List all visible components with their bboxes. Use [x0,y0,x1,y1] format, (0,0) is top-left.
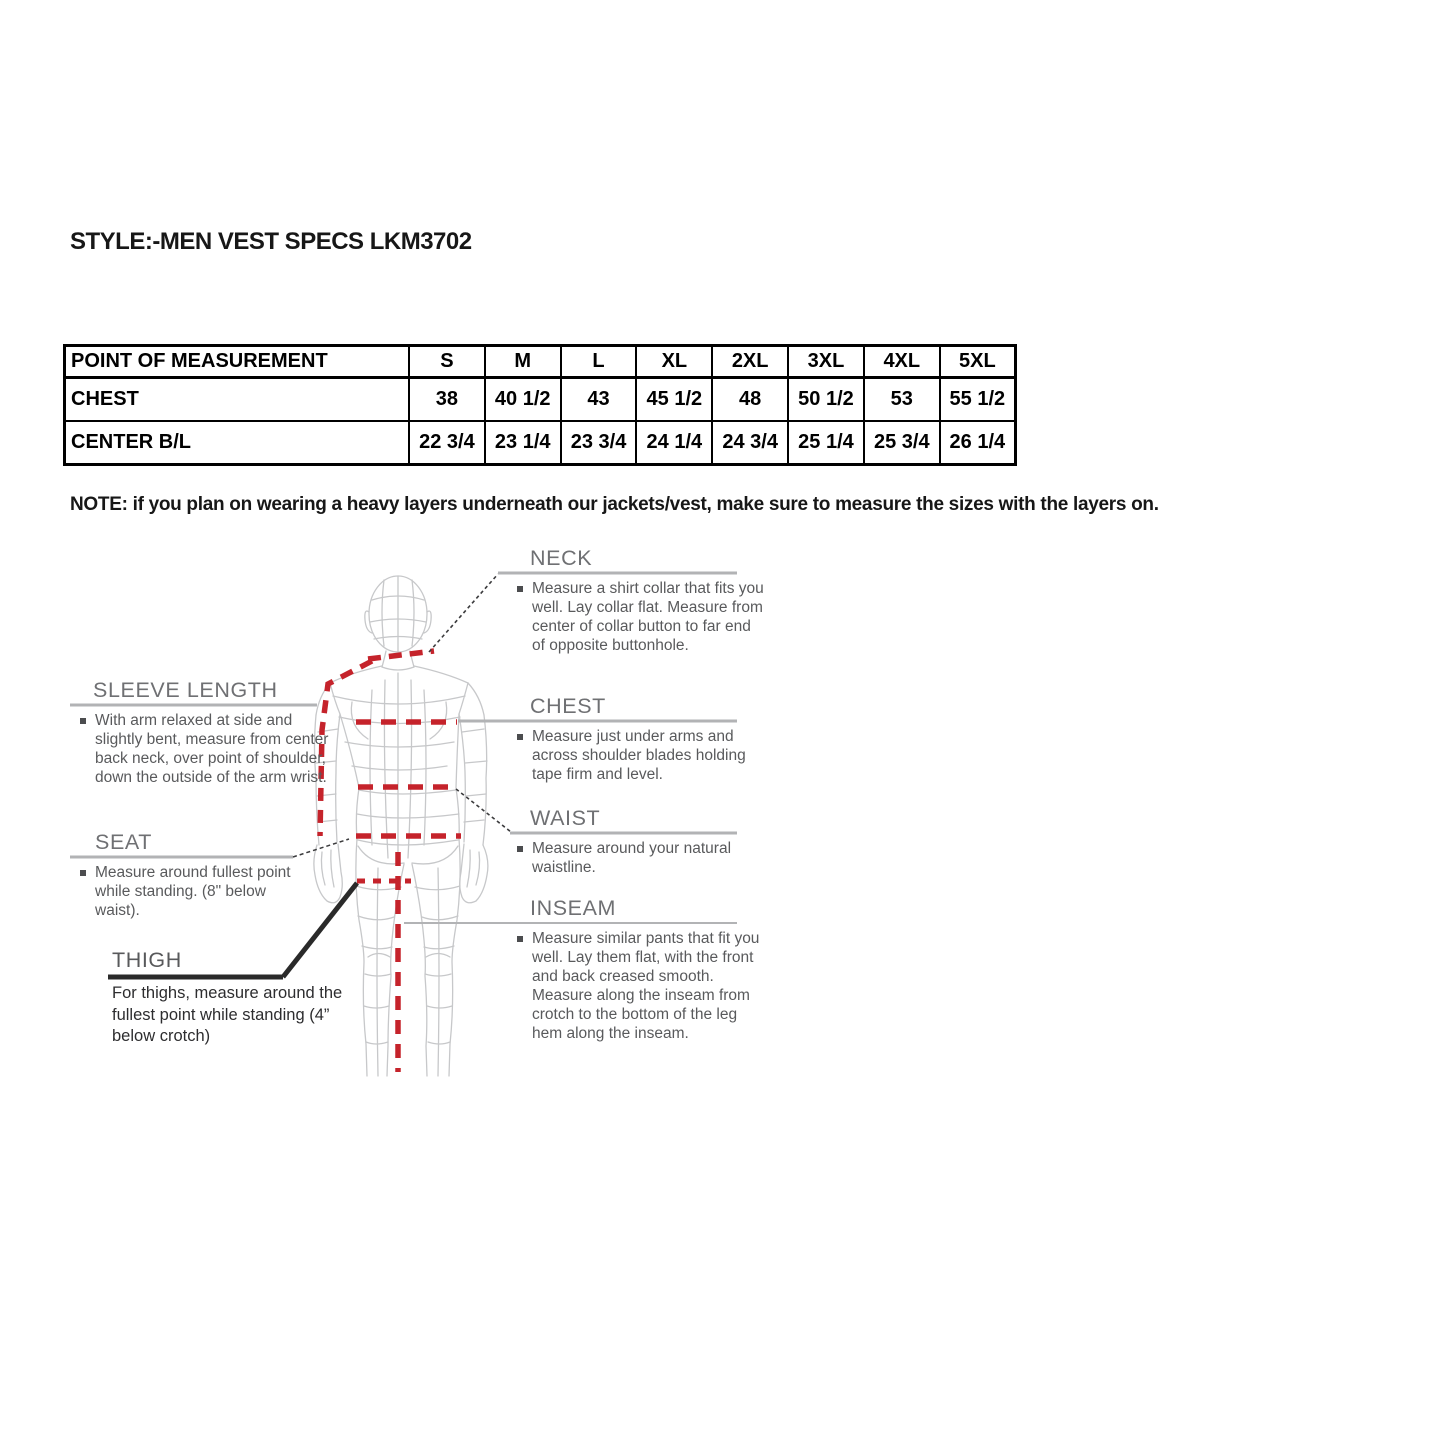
bullet-icon [80,870,86,876]
row-label: CHEST [65,378,410,422]
table-cell: 25 1/4 [788,421,864,465]
table-cell: 24 3/4 [712,421,788,465]
table-cell: 40 1/2 [485,378,561,422]
table-cell: 53 [864,378,940,422]
column-header: 3XL [788,346,864,378]
neck-description: Measure a shirt collar that fits you well. Lay collar flat. Measure from center of collar button to far end of opposite buttonhole. [515,579,764,655]
bullet-icon [517,734,523,740]
table-cell: 45 1/2 [636,378,712,422]
chest-description: Measure just under arms and across shoulder blades holding tape firm and level. [515,727,770,784]
table-cell: 26 1/4 [940,421,1016,465]
table-cell: 48 [712,378,788,422]
column-header: XL [636,346,712,378]
table-cell: 25 3/4 [864,421,940,465]
column-header: 5XL [940,346,1016,378]
inseam-heading: INSEAM [530,896,617,920]
table-cell: 22 3/4 [409,421,485,465]
bullet-icon [517,586,523,592]
thigh-description: For thighs, measure around the fullest point while standing (4” below crotch) [112,984,343,1045]
neck-leader-line [429,574,498,652]
bullet-icon [80,718,86,724]
seat-leader-line [293,839,349,857]
table-cell: 55 1/2 [940,378,1016,422]
thigh-heading: THIGH [112,948,182,972]
table-cell: 50 1/2 [788,378,864,422]
sleeve-length-heading: SLEEVE LENGTH [93,678,278,702]
seat-description: Measure around fullest point while standing. (8" below waist). [78,863,310,920]
bullet-icon [517,936,523,942]
column-header: 2XL [712,346,788,378]
row-label: CENTER B/L [65,421,410,465]
note-text: NOTE: if you plan on wearing a heavy layers underneath our jackets/vest, make sure to measure the sizes with the layers on. [70,494,1159,515]
chest-heading: CHEST [530,694,606,718]
table-cell: 24 1/4 [636,421,712,465]
table-cell: 43 [561,378,637,422]
sleeve-length-description: With arm relaxed at side and slightly bent, measure from center back neck, over point of shoulder, down the outside of the arm wrist. [78,711,343,787]
table-cell: 23 3/4 [561,421,637,465]
column-header: 4XL [864,346,940,378]
table-cell: 23 1/4 [485,421,561,465]
table-cell: 38 [409,378,485,422]
neck-heading: NECK [530,546,593,570]
seat-heading: SEAT [95,830,152,854]
bullet-icon [517,846,523,852]
waist-description: Measure around your natural waistline. [515,839,770,877]
column-header: S [409,346,485,378]
column-header: POINT OF MEASUREMENT [65,346,410,378]
inseam-description: Measure similar pants that fit you well. Lay them flat, with the front and back creased smooth. Measure along the inseam from crotch to the bottom of the leg hem along the inseam. [515,929,764,1043]
waist-heading: WAIST [530,806,601,830]
column-header: M [485,346,561,378]
column-header: L [561,346,637,378]
page-title: STYLE:-MEN VEST SPECS LKM3702 [70,228,472,255]
